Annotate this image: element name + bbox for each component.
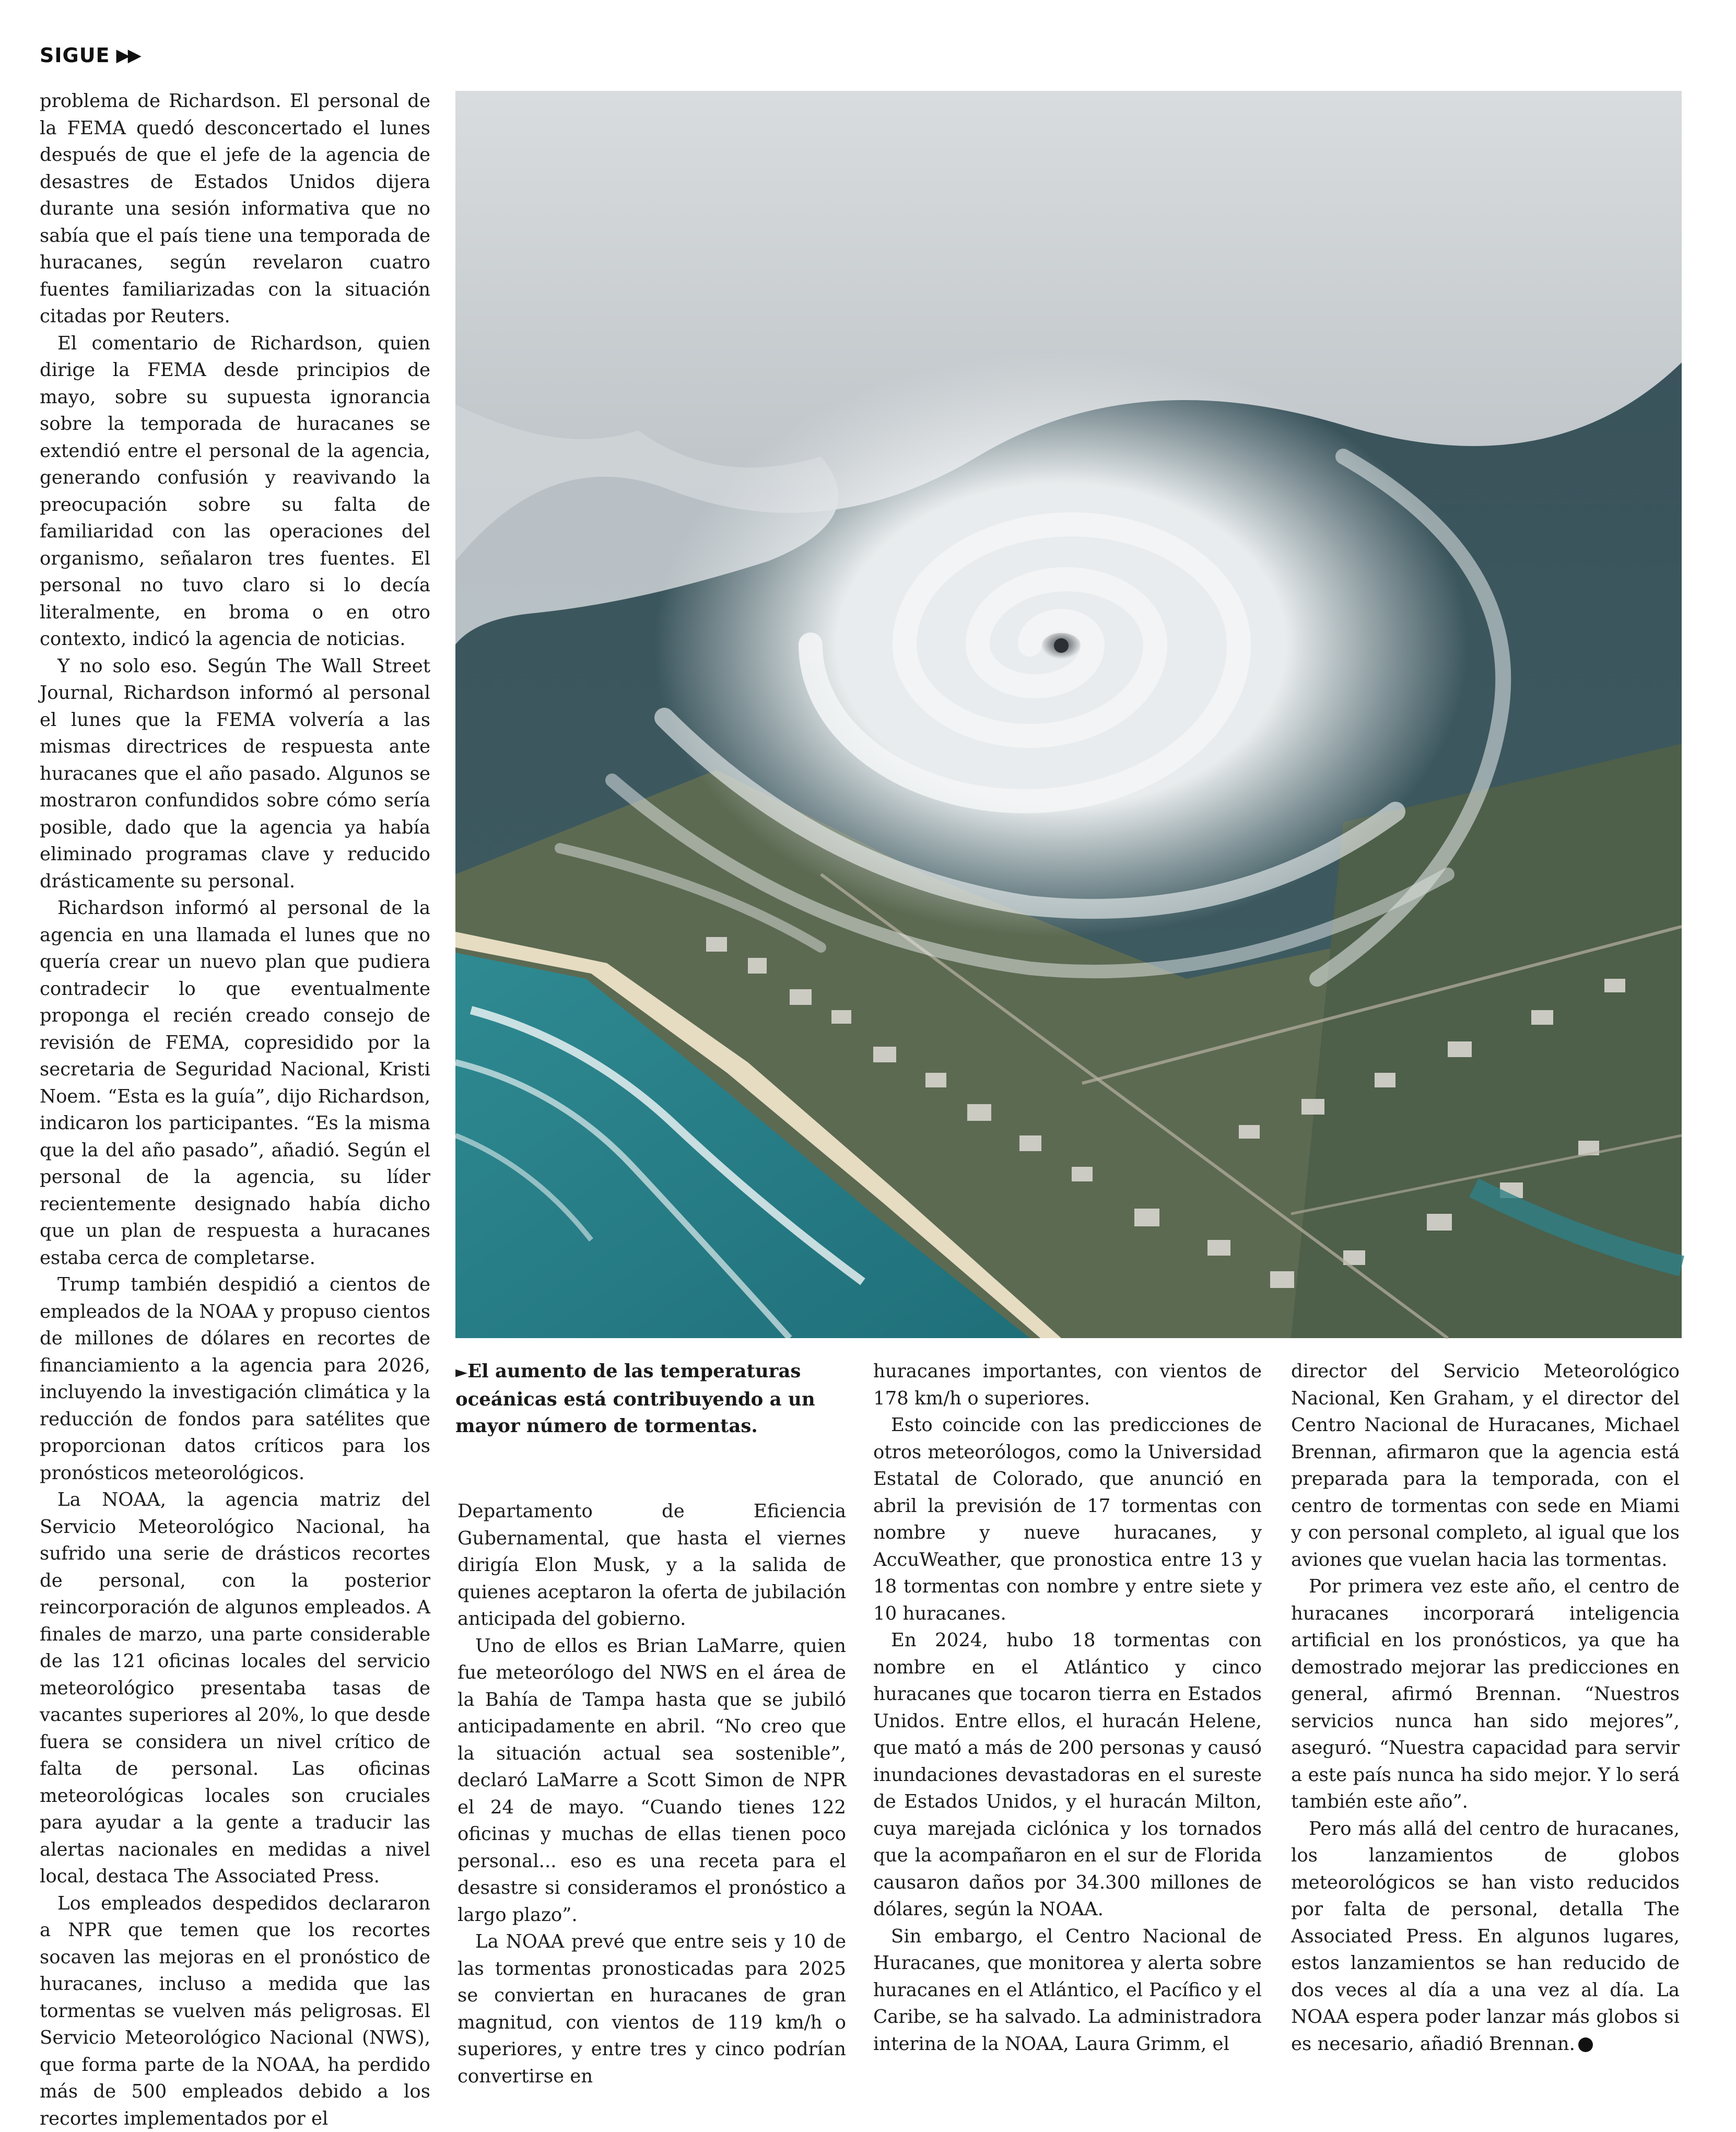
paragraph: Uno de ellos es Brian LaMarre, quien fue meteorólogo del NWS en el área de la Bahía de Tampa hasta que se jubiló anticipadamente en abril. “No creo que la situación actual sea sostenible”, declaró LaMarre a Scott Simon de NPR el 24 de mayo. “Cuando tienes 122 oficinas y muchas de ellas tienen poco personal... eso es una receta para el desastre si consideramos el pronóstico a largo plazo”. <box>458 1633 846 1929</box>
continued-label <box>40 44 139 67</box>
paragraph: Sin embargo, el Centro Nacional de Huracanes, que monitorea y alerta sobre huracanes en el Atlántico, el Pacífico y el Caribe, se ha salvado. La administradora interina de la NOAA, Laura Grimm, el <box>873 1923 1262 2058</box>
continued-text: SIGUE <box>40 44 110 67</box>
article-column-4 <box>1291 1358 1680 2063</box>
paragraph: director del Servicio Meteorológico Nacional, Ken Graham, y el director del Centro Nacional de Huracanes, Michael Brennan, afirmaron que la agencia está preparada para la temporada, con el centro de tormentas con sede en Miami y con personal completo, al igual que los aviones que vuelan hacia las tormentas. <box>1291 1358 1680 1573</box>
article-column-1 <box>40 88 430 2057</box>
paragraph: Los empleados despedidos declararon a NPR que temen que los recortes socaven las mejoras en el pronóstico de huracanes, incluso a medida que las tormentas se vuelven más peligrosas. El Servicio Meteorológico Nacional (NWS), que forma parte de la NOAA, ha perdido más de 500 empleados debido a los recortes implementados por el <box>40 1890 430 2132</box>
caption-text: El aumento de las temperaturas oceánicas está contribuyendo a un mayor número de tormentas. <box>455 1361 815 1437</box>
paragraph: Y no solo eso. Según The Wall Street Journal, Richardson informó al personal el lunes que la FEMA volvería a las mismas directrices de respuesta ante huracanes que el año pasado. Algunos se mostraron confundidos sobre cómo sería posible, dado que la agencia ya había eliminado programas clave y reducido drásticamente su personal. <box>40 653 430 895</box>
article-column-3 <box>873 1358 1262 2063</box>
paragraph: Esto coincide con las predicciones de otros meteorólogos, como la Universidad Estatal de Colorado, que anunció en abril la previsión de 17 tormentas con nombre y nueve huracanes, y AccuWeather, que pronostica entre 13 y 18 tormentas con nombre y entre siete y 10 huracanes. <box>873 1412 1262 1627</box>
paragraph: En 2024, hubo 18 tormentas con nombre en el Atlántico y cinco huracanes que tocaron tierra en Estados Unidos. Entre ellos, el huracán Helene, que mató a más de 200 personas y causó inundaciones devastadoras en el sureste de Estados Unidos, y el huracán Milton, cuya marejada ciclónica y los tornados que la acompañaron en el sur de Florida causaron daños por 34.300 millones de dólares, según la NOAA. <box>873 1627 1262 1923</box>
paragraph: Richardson informó al personal de la agencia en una llamada el lunes que no quería crear un nuevo plan que pudiera contradecir lo que eventualmente proponga el recién creado consejo de revisión de FEMA, copresidido por la secretaria de Seguridad Nacional, Kristi Noem. “Esta es la guía”, dijo Richardson, indicaron los participantes. “Es la misma que la del año pasado”, añadió. Según el personal de la agencia, su líder recientemente designado había dicho que un plan de respuesta a huracanes estaba cerca de completarse. <box>40 895 430 1271</box>
end-of-article-icon <box>1578 2037 1593 2052</box>
paragraph <box>1291 1815 1680 2058</box>
paragraph: El comentario de Richardson, quien dirige la FEMA desde principios de mayo, sobre su supuesta ignorancia sobre la temporada de huracanes se extendió entre el personal de la agencia, generando confusión y reavivando la preocupación sobre su falta de familiaridad con las operaciones del organismo, señalaron tres fuentes. El personal no tuvo claro si lo decía literalmente, en broma o en otro contexto, indicó la agencia de noticias. <box>40 330 430 653</box>
paragraph: La NOAA, la agencia matriz del Servicio Meteorológico Nacional, ha sufrido una serie de drásticos recortes de personal, con la posterior reincorporación de algunos empleados. A finales de marzo, una parte considerable de las 121 oficinas locales del servicio meteorológico presentaba tasas de vacantes superiores al 20%, lo que desde fuera se considera un nivel crítico de falta de personal. Las oficinas meteorológicas locales son cruciales para ayudar a la gente a traducir las alertas nacionales en medidas a nivel local, destaca The Associated Press. <box>40 1486 430 1890</box>
paragraph: La NOAA prevé que entre seis y 10 de las tormentas pronosticadas para 2025 se conviertan en huracanes de gran magnitud, con vientos de 119 km/h o superiores, y entre tres y cinco podrían convertirse en <box>458 1928 846 2090</box>
photo-caption <box>455 1358 852 1440</box>
caption-marker-icon: ► <box>455 1363 467 1381</box>
paragraph: Trump también despidió a cientos de empleados de la NOAA y propuso cientos de millones de dólares en recortes de financiamiento a la agencia para 2026, incluyendo la investigación climática y la reducción de fondos para satélites que proporcionan datos críticos para los pronósticos meteorológicos. <box>40 1271 430 1486</box>
hurricane-photo-illustration <box>455 91 1682 1338</box>
paragraph: huracanes importantes, con vientos de 178 km/h o superiores. <box>873 1358 1262 1412</box>
paragraph: problema de Richardson. El personal de la FEMA quedó desconcertado el lunes después de que el jefe de la agencia de desastres de Estados Unidos dijera durante una sesión informativa que no sabía que el país tiene una temporada de huracanes, según revelaron cuatro fuentes familiarizadas con la situación citadas por Reuters. <box>40 88 430 330</box>
paragraph: Por primera vez este año, el centro de huracanes incorporará inteligencia artificial en los pronósticos, ya que ha demostrado mejorar las predicciones en general, afirmó Brennan. “Nuestros servicios nunca han sido mejores”, aseguró. “Nuestra capacidad para servir a este país nunca ha sido mejor. Y lo será también este año”. <box>1291 1573 1680 1815</box>
paragraph: Departamento de Eficiencia Gubernamental, que hasta el viernes dirigía Elon Musk, y a la salida de quienes aceptaron la oferta de jubilación anticipada del gobierno. <box>458 1498 846 1633</box>
article-column-2 <box>458 1498 846 2062</box>
hurricane-aerial-photo <box>455 91 1682 1338</box>
continued-arrows-icon: ▶▶ <box>116 45 139 66</box>
paragraph-text: Pero más allá del centro de huracanes, los lanzamientos de globos meteorológicos se han visto reducidos por falta de personal, detalla The Associated Press. En algunos lugares, estos lanzamientos se han reducido de dos veces al día a una vez al día. La NOAA espera poder lanzar más globos si es necesario, añadió Brennan. <box>1291 1818 1680 2055</box>
